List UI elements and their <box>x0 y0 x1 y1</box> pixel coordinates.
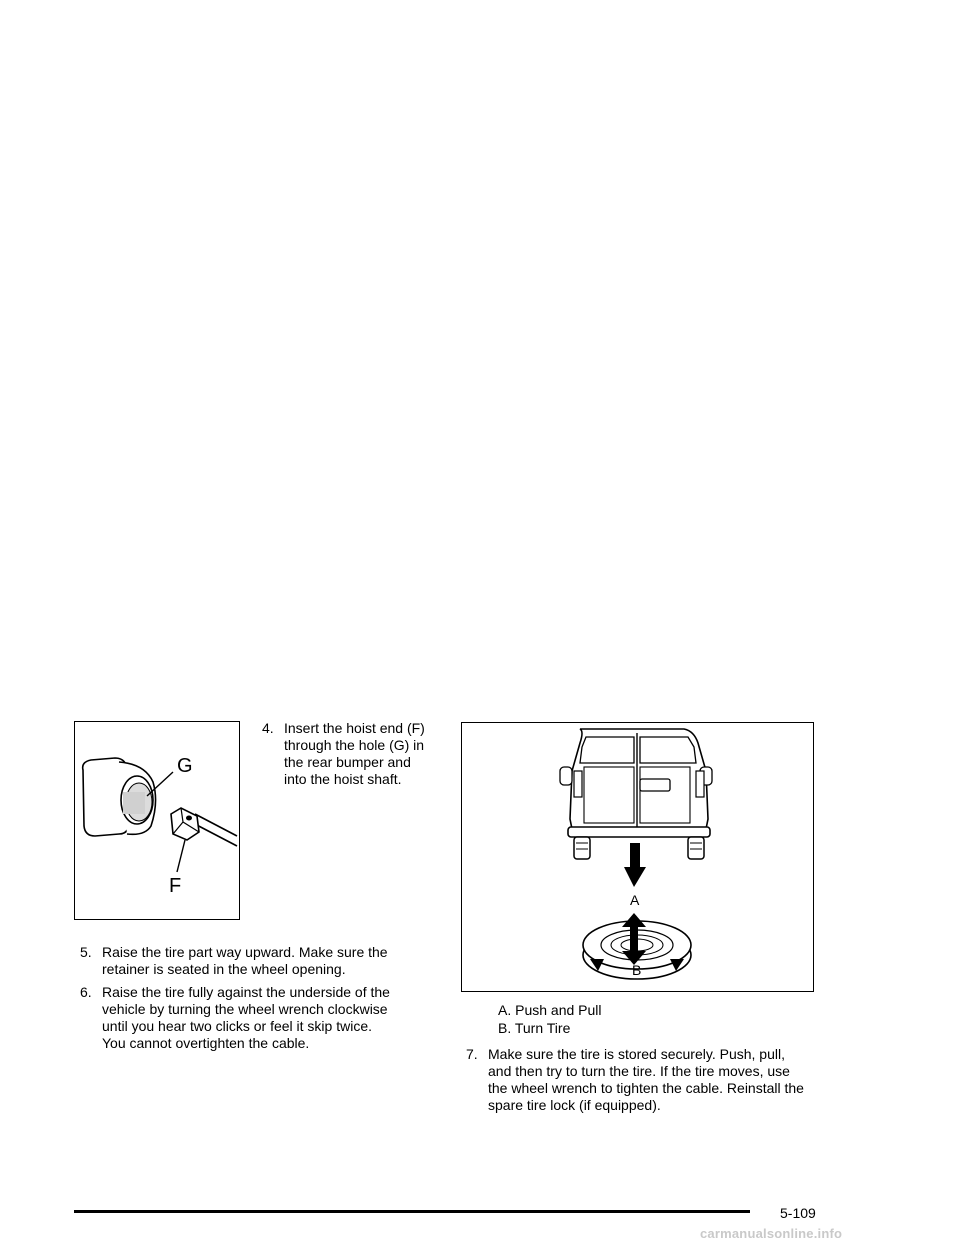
step-4-number: 4. <box>262 720 274 736</box>
step-6-line4: You cannot overtighten the cable. <box>102 1035 310 1051</box>
label-g: G <box>177 755 193 777</box>
van-illustration <box>462 723 812 990</box>
step-6-number: 6. <box>80 984 92 1000</box>
hoist-figure <box>74 721 240 920</box>
footer-rule <box>74 1210 750 1213</box>
step-7-number: 7. <box>466 1046 478 1062</box>
step-7-line3: the wheel wrench to tighten the cable. Reinstall the <box>488 1080 804 1096</box>
step-5-number: 5. <box>80 944 92 960</box>
step-6 <box>80 984 440 1052</box>
page-number: 5-109 <box>780 1205 816 1221</box>
step-5 <box>80 944 440 978</box>
step-4 <box>262 720 442 788</box>
step-5-line1: Raise the tire part way upward. Make sure the <box>102 944 388 960</box>
step-7-line4: spare tire lock (if equipped). <box>488 1097 661 1113</box>
step-6-line2: vehicle by turning the wheel wrench clockwise <box>102 1001 388 1017</box>
legend-b: B. Turn Tire <box>498 1020 571 1036</box>
step-7-line1: Make sure the tire is stored securely. Push, pull, <box>488 1046 785 1062</box>
step-7 <box>466 1046 836 1114</box>
label-a: A <box>630 892 640 908</box>
step-4-line4: into the hoist shaft. <box>284 771 402 787</box>
step-6-line3: until you hear two clicks or feel it skip twice. <box>102 1018 372 1034</box>
legend-a: A. Push and Pull <box>498 1002 602 1018</box>
step-4-line2: through the hole (G) in <box>284 737 425 753</box>
hoist-illustration <box>75 722 238 918</box>
watermark: carmanualsonline.info <box>700 1226 843 1241</box>
label-f: F <box>169 875 182 897</box>
step-4-line1: Insert the hoist end (F) <box>284 720 425 736</box>
label-b: B <box>632 962 642 978</box>
step-5-line2: retainer is seated in the wheel opening. <box>102 961 346 977</box>
van-tire-figure <box>461 722 814 992</box>
step-6-line1: Raise the tire fully against the underside of the <box>102 984 390 1000</box>
step-7-line2: and then try to turn the tire. If the tire moves, use <box>488 1063 790 1079</box>
step-4-line3: the rear bumper and <box>284 754 411 770</box>
